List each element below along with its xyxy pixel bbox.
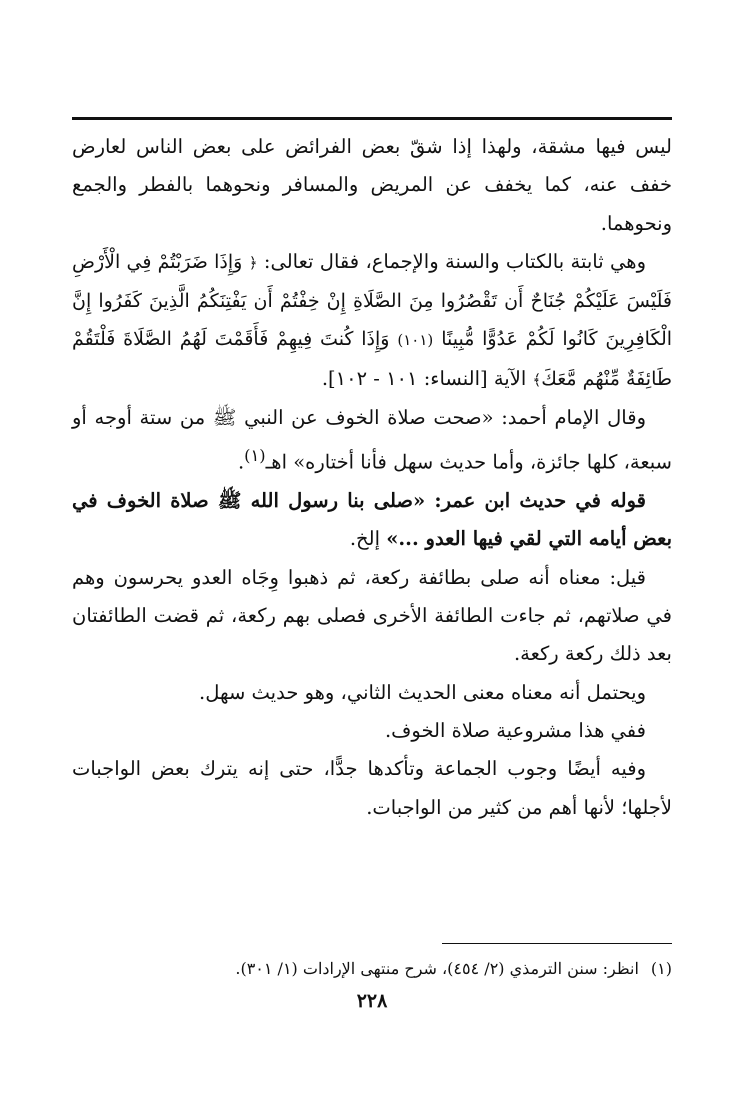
paragraph-6: ويحتمل أنه معناه معنى الحديث الثاني، وهو حديث سهل. [199,680,646,704]
page-number: ٢٢٨ [356,990,388,1012]
main-text [72,128,672,827]
paragraph-4-hadith [72,482,672,559]
ahmad-quote: وقال الإمام أحمد: «صحت صلاة الخوف عن النبي ﷺ من ستة أوجه أو سبعة، كلها جائزة، وأما حديث سهل فأنا أختاره» اهـ [72,406,672,474]
quran-citation: الآية [النساء: ١٠١ - ١٠٢]. [321,366,533,390]
footnote-text: انظر: سنن الترمذي (٢/ ٤٥٤)، شرح منتهى الإرادات (١/ ٣٠١). [235,959,639,978]
quran-intro: وهي ثابتة بالكتاب والسنة والإجماع، فقال تعالى: [257,249,646,273]
header-rule [72,117,672,120]
hadith-tail: إلخ. [349,527,387,551]
quran-close-bracket: ﴾ [532,370,542,389]
paragraph-5: قيل: معناه أنه صلى بطائفة ركعة، ثم ذهبوا وِجَاه العدو يحرسون وهم في صلاتهم، ثم جاءت الطائفة الأخرى فصلى بهم ركعة، ثم قضت الطائفتان بعد ذلك ركعة ركعة. [72,565,672,666]
footnote-number: (١) [650,959,672,978]
paragraph-2-quran [72,243,672,399]
quran-open-bracket: ﴿ [248,253,258,272]
paragraph-7: ففي هذا مشروعية صلاة الخوف. [384,718,646,742]
verse-number-marker: (١٠١) [397,331,434,350]
ahmad-end: . [237,450,245,474]
quran-verse-101: وَإِذَا ضَرَبْتُمْ فِي الْأَرْضِ فَلَيْسَ عَلَيْكُمْ جُنَاحٌ أَن تَقْصُرُوا مِنَ الصَّلَاةِ إِنْ خِفْتُمْ أَن يَفْتِنَكُمُ الَّذِينَ كَفَرُوا إِنَّ الْكَافِرِينَ كَانُوا لَكُمْ عَدُوًّا مُّبِينًا [72,250,673,351]
footnote [72,957,672,981]
footnote-rule [442,943,672,944]
paragraph-1: ليس فيها مشقة، ولهذا إذا شقّ بعض الفرائض على بعض الناس لعارض خفف عنه، كما يخفف عن المريض والمسافر ونحوهما بالفطر والجمع ونحوهما. [72,135,672,235]
book-page [72,0,672,1105]
paragraph-8: وفيه أيضًا وجوب الجماعة وتأكدها جدًّا، حتى إنه يترك بعض الواجبات لأجلها؛ لأنها أهم من كثير من الواجبات. [72,757,672,819]
hadith-lead: قوله في حديث ابن عمر: «صلى بنا رسول الله ﷺ صلاة الخوف في بعض أيامه التي لقي فيها العدو ...» [72,489,672,551]
quran-verse-102: وَإِذَا كُنتَ فِيهِمْ فَأَقَمْتَ لَهُمُ الصَّلَاةَ فَلْتَقُمْ طَائِفَةٌ مِّنْهُم مَّعَكَ [72,328,672,390]
footnote-ref[interactable]: (١) [244,446,266,466]
paragraph-3-ahmad [72,399,672,482]
